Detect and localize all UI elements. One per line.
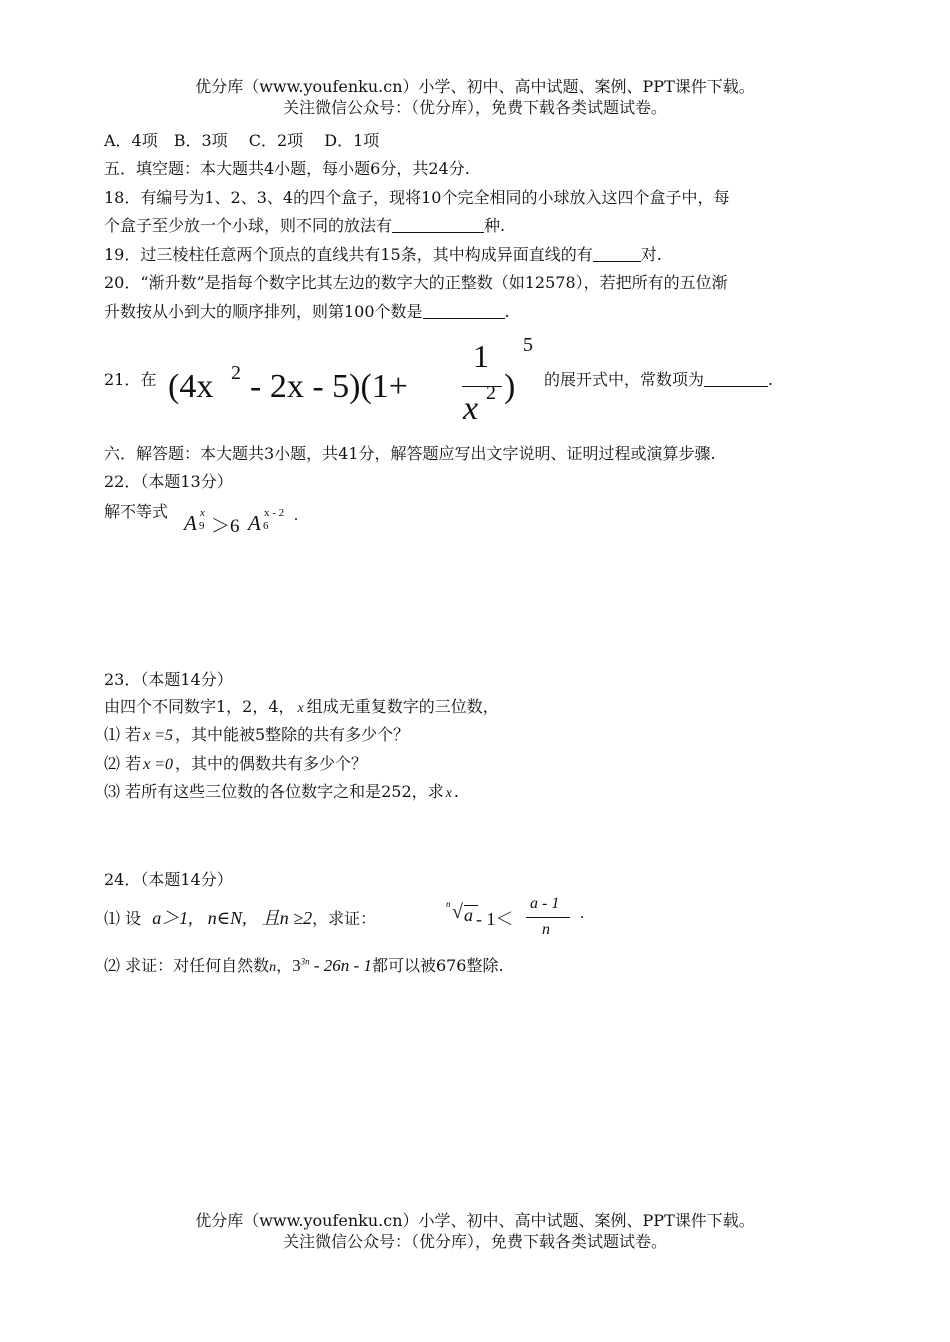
q21-suffix: 的展开式中，常数项为 . bbox=[544, 370, 774, 389]
q22-end: . bbox=[294, 507, 298, 524]
q24-root-radicand: a bbox=[464, 905, 473, 925]
q21-frac-den: x bbox=[463, 390, 479, 427]
q23-part-2: ⑵ 若 x =0 ，其中的偶数共有多少个？ bbox=[104, 754, 368, 773]
q18-line-1: 18．有编号为1、2、3、4的四个盒子，现将10个完全相同的小球放入这四个盒子中，每 bbox=[104, 188, 730, 207]
q20-line-1: 20．“渐升数”是指每个数字比其左边的数字大的正整数（如12578），若把所有的五位渐 bbox=[104, 273, 728, 292]
q19-answer-blank[interactable] bbox=[593, 245, 641, 262]
q24-root-sign: √ bbox=[452, 901, 463, 923]
q23-part-1: ⑴ 若 x =5 ，其中能被5整除的共有多少个？ bbox=[104, 725, 410, 744]
q22-A2: A bbox=[248, 511, 261, 535]
q24-frac-num: a - 1 bbox=[530, 895, 560, 912]
q22-text: 解不等式 bbox=[104, 502, 169, 521]
q24-part-1: ⑴ 设 a＞1, n∈N, 且n ≥2，求证： bbox=[104, 908, 377, 928]
q21-prefix: 21．在 bbox=[104, 370, 157, 389]
q21-frac-num: 1 bbox=[473, 338, 489, 374]
q24-end: . bbox=[580, 905, 584, 922]
q24-root-inequality bbox=[446, 893, 596, 943]
q24-part-2: ⑵ 求证：对任何自然数n，$3^{3n} - 26n - 1$都可以被676整除. bbox=[104, 956, 504, 975]
q19 bbox=[104, 242, 662, 265]
q21-answer-blank[interactable] bbox=[704, 370, 768, 387]
q20-answer-blank[interactable] bbox=[423, 302, 505, 319]
q19-text-a: 19．过三棱柱任意两个顶点的直线共有15条，其中构成异面直线的有 bbox=[104, 245, 593, 264]
q21-expression bbox=[168, 334, 548, 434]
q24-frac-bar bbox=[526, 917, 570, 918]
q18-line-2 bbox=[104, 213, 505, 236]
q22-title: 22．（本题13分） bbox=[104, 472, 233, 491]
q18-text-b: 种. bbox=[484, 216, 506, 235]
q22-sub1: 9 bbox=[199, 520, 205, 532]
q18-answer-blank[interactable] bbox=[392, 216, 484, 233]
q22-sup2: x - 2 bbox=[264, 507, 285, 519]
q22-sup1: x bbox=[200, 507, 205, 519]
q20-line-2 bbox=[104, 299, 510, 322]
q24-title: 24．（本题14分） bbox=[104, 870, 233, 889]
q19-text-b: 对. bbox=[640, 245, 662, 264]
q21-frac-den-exp: 2 bbox=[486, 382, 496, 404]
header-line-1: 优分库（www.youfenku.cn）小学、初中、高中试题、案例、PPT课件下载。 bbox=[195, 77, 755, 96]
answer-options: A．4项 B．3项 C．2项 D．1项 bbox=[104, 131, 380, 150]
header-line-2: 关注微信公众号：（优分库），免费下载各类试题试卷。 bbox=[282, 98, 667, 117]
section-6-title: 六．解答题：本大题共3小题，共41分，解答题应写出文字说明、证明过程或演算步骤. bbox=[104, 444, 716, 463]
q20-text-b: . bbox=[504, 302, 510, 321]
q22-A1: A bbox=[184, 511, 197, 535]
q18-text-a: 个盒子至少放一个小球，则不同的放法有 bbox=[104, 216, 393, 235]
q21-exp-5: 5 bbox=[523, 334, 533, 356]
q21-expr-mid: - 2x - 5)(1+ bbox=[250, 368, 408, 405]
q24-root-index: n bbox=[446, 899, 451, 909]
q24-minus-one: - 1＜ bbox=[476, 909, 514, 929]
q22-inequality bbox=[184, 503, 314, 537]
q24-frac-den: n bbox=[542, 921, 550, 938]
q23-title: 23．（本题14分） bbox=[104, 670, 233, 689]
footer-line-2: 关注微信公众号：（优分库），免费下载各类试题试卷。 bbox=[282, 1232, 667, 1251]
q23-stem: 由四个不同数字1，2，4， x 组成无重复数字的三位数， bbox=[104, 697, 499, 716]
section-5-title: 五．填空题：本大题共4小题，每小题6分，共24分. bbox=[104, 159, 470, 178]
q22-gt: ＞6 bbox=[211, 516, 240, 537]
q21-frac-bar bbox=[462, 386, 502, 387]
footer-line-1: 优分库（www.youfenku.cn）小学、初中、高中试题、案例、PPT课件下载。 bbox=[195, 1211, 755, 1230]
q20-text-a: 升数按从小到大的顺序排列，则第100个数是 bbox=[104, 302, 423, 321]
q21-expr-main: (4x bbox=[168, 368, 214, 405]
q22-sub2: 6 bbox=[263, 520, 269, 532]
q23-part-3: ⑶ 若所有这些三位数的各位数字之和是252，求 x . bbox=[104, 782, 459, 801]
q21-exp-2: 2 bbox=[231, 362, 241, 384]
q21-close-paren: ) bbox=[504, 368, 516, 405]
